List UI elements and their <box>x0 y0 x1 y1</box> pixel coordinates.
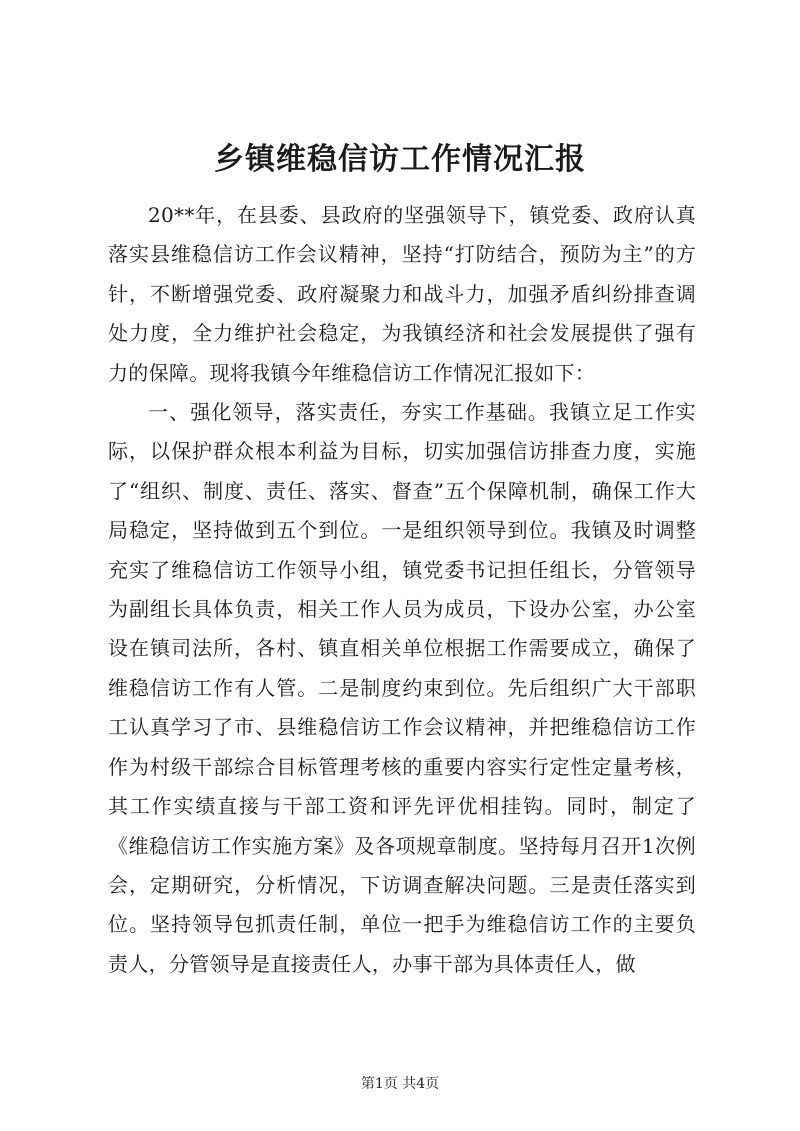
paragraph-intro: 20**年，在县委、县政府的坚强领导下，镇党委、政府认真落实县维稳信访工作会议精神，坚持“打防结合，预防为主”的方针，不断增强党委、政府凝聚力和战斗力，加强矛盾纠纷排查调处力度，全力维护社会稳定，为我镇经济和社会发展提供了强有力的保障。现将我镇今年维稳信访工作情况汇报如下： <box>108 203 696 385</box>
page-title: 乡镇维稳信访工作情况汇报 <box>214 142 586 177</box>
page-footer: 第1页 共4页 <box>360 1076 440 1092</box>
document-body <box>108 196 696 984</box>
paragraph-section-one: 一、强化领导，落实责任，夯实工作基础。我镇立足工作实际，以保护群众根本利益为目标，切实加强信访排查力度，实施了“组织、制度、责任、落实、督查”五个保障机制，确保工作大局稳定，坚持做到五个到位。一是组织领导到位。我镇及时调整充实了维稳信访工作领导小组，镇党委书记担任组长，分管领导为副组长具体负责，相关工作人员为成员，下设办公室，办公室设在镇司法所，各村、镇直相关单位根据工作需要成立，确保了维稳信访工作有人管。二是制度约束到位。先后组织广大干部职工认真学习了市、县维稳信访工作会议精神，并把维稳信访工作作为村级干部综合目标管理考核的重要内容实行定性定量考核，其工作实绩直接与干部工资和评先评优相挂钩。同时，制定了《维稳信访工作实施方案》及各项规章制度。坚持每月召开1次例会，定期研究，分析情况，下访调查解决问题。三是责任落实到位。坚持领导包抓责任制，单位一把手为维稳信访工作的主要负责人，分管领导是直接责任人，办事干部为具体责任人，做 <box>108 400 696 976</box>
